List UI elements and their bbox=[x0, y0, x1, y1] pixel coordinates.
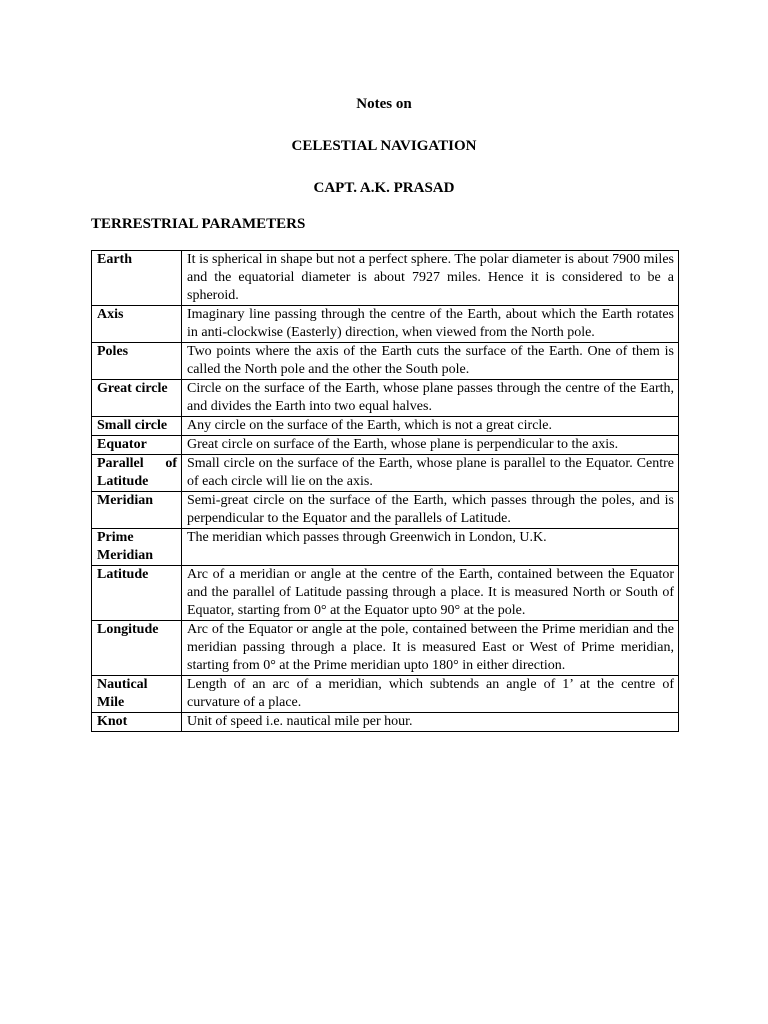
term-cell: Knot bbox=[92, 713, 182, 732]
document-title: CELESTIAL NAVIGATION bbox=[291, 138, 477, 154]
terrestrial-parameters-table bbox=[91, 250, 679, 732]
term-cell: Longitude bbox=[92, 621, 182, 676]
definition-cell: Any circle on the surface of the Earth, which is not a great circle. bbox=[182, 417, 679, 436]
term-cell: Axis bbox=[92, 306, 182, 343]
term-cell: Parallel of Latitude bbox=[92, 455, 182, 492]
term-cell: Great circle bbox=[92, 380, 182, 417]
table-row bbox=[92, 566, 679, 621]
definition-cell: Semi-great circle on the surface of the Earth, which passes through the poles, and is perpendicular to the Equator and the parallels of Latitude. bbox=[182, 492, 679, 529]
table-row bbox=[92, 251, 679, 306]
definition-cell: Unit of speed i.e. nautical mile per hour. bbox=[182, 713, 679, 732]
table-row bbox=[92, 306, 679, 343]
definition-cell: Small circle on the surface of the Earth, whose plane is parallel to the Equator. Centre of each circle will lie on the axis. bbox=[182, 455, 679, 492]
table-row bbox=[92, 343, 679, 380]
term-cell: Equator bbox=[92, 436, 182, 455]
term-cell: Nautical Mile bbox=[92, 676, 182, 713]
author-heading: CAPT. A.K. PRASAD bbox=[313, 180, 455, 196]
term-cell: Small circle bbox=[92, 417, 182, 436]
definition-cell: The meridian which passes through Greenwich in London, U.K. bbox=[182, 529, 679, 566]
table-row bbox=[92, 492, 679, 529]
term-cell: Meridian bbox=[92, 492, 182, 529]
term-cell: Poles bbox=[92, 343, 182, 380]
table-row bbox=[92, 455, 679, 492]
term-cell: Latitude bbox=[92, 566, 182, 621]
definition-cell: Two points where the axis of the Earth cuts the surface of the Earth. One of them is called the North pole and the other the South pole. bbox=[182, 343, 679, 380]
table-row bbox=[92, 417, 679, 436]
definition-cell: Length of an arc of a meridian, which subtends an angle of 1’ at the centre of curvature of a place. bbox=[182, 676, 679, 713]
notes-on-heading: Notes on bbox=[356, 96, 412, 112]
definition-cell: Arc of a meridian or angle at the centre of the Earth, contained between the Equator and the parallel of Latitude passing through a place. It is measured North or South of Equator, starting from 0° at the Equator upto 90° at the pole. bbox=[182, 566, 679, 621]
definition-cell: Great circle on surface of the Earth, whose plane is perpendicular to the axis. bbox=[182, 436, 679, 455]
table-row bbox=[92, 621, 679, 676]
table-row bbox=[92, 436, 679, 455]
table-row bbox=[92, 380, 679, 417]
table-row bbox=[92, 529, 679, 566]
term-cell: Earth bbox=[92, 251, 182, 306]
definition-cell: Circle on the surface of the Earth, whose plane passes through the centre of the Earth, and divides the Earth into two equal halves. bbox=[182, 380, 679, 417]
table-row bbox=[92, 676, 679, 713]
definition-cell: Imaginary line passing through the centre of the Earth, about which the Earth rotates in anti-clockwise (Easterly) direction, when viewed from the North pole. bbox=[182, 306, 679, 343]
section-title: TERRESTRIAL PARAMETERS bbox=[91, 216, 306, 232]
definition-cell: It is spherical in shape but not a perfect sphere. The polar diameter is about 7900 miles and the equatorial diameter is about 7927 miles. Hence it is considered to be a spheroid. bbox=[182, 251, 679, 306]
definition-cell: Arc of the Equator or angle at the pole, contained between the Prime meridian and the meridian passing through a place. It is measured East or West of Prime meridian, starting from 0° at the Prime meridian upto 180° in either direction. bbox=[182, 621, 679, 676]
table-row bbox=[92, 713, 679, 732]
term-cell: Prime Meridian bbox=[92, 529, 182, 566]
